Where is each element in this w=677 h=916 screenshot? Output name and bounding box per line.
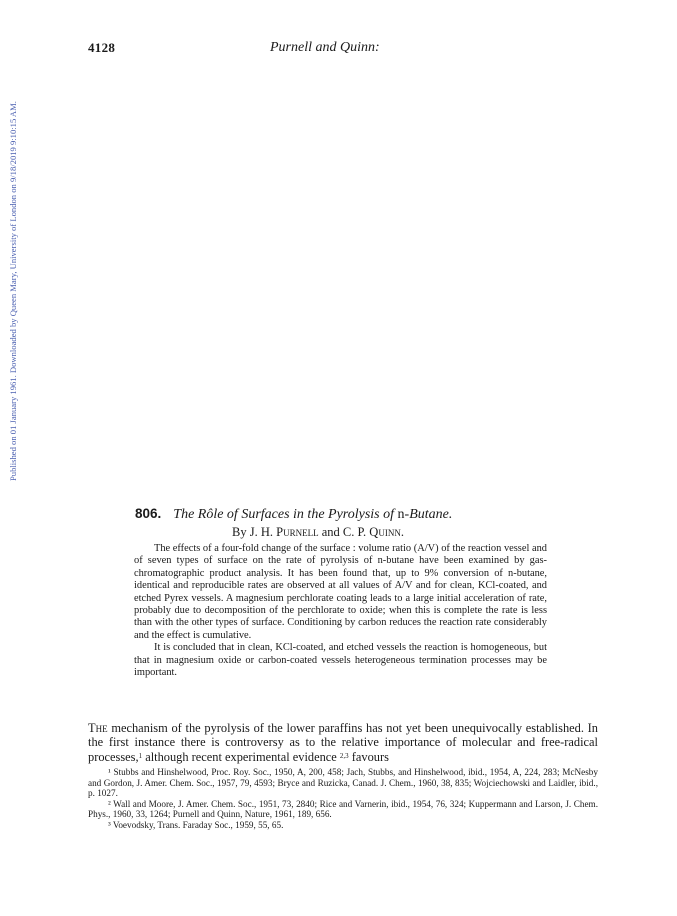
reference-marker-1: 1 [138, 751, 143, 760]
title-prefix: The Rôle of Surfaces in the Pyrolysis of [173, 507, 398, 522]
author1-surname: Purnell [276, 525, 319, 539]
footnote-2: ² Wall and Moore, J. Amer. Chem. Soc., 1951, 73, 2840; Rice and Varnerin, ibid., 1954, 76, 324; Kuppermann and Larson, J. Chem. Phys., 1960, 33, 1264; Purnell and Quinn, Nature, 1961, 189, 656. [88, 798, 598, 820]
title-suffix: Butane. [409, 507, 453, 522]
body-text [88, 721, 598, 764]
reference-marker-2: 2,3 [339, 751, 349, 760]
abstract-paragraph-1: The effects of a four-fold change of the surface : volume ratio (A/V) of the reaction vessel and of seven types of surface on the rate of pyrolysis of n-butane have been examined by gas-chromatographic product analysis. It has been found that, up to 9% conversion of n-butane, identical and reproducible rates are observed at all values of A/V and for clean, KCl-coated, and etched Pyrex vessels. A magnesium perchlorate coating leads to a large initial acceleration of rate, probably due to decomposition of the perchlorate to oxide; when this is complete the rate is less than with the other types of surface. Conditioning by carbon reduces the reaction rate considerably and the effect is cumulative. [134, 543, 547, 641]
article-number: 806. [135, 506, 162, 521]
page-number: 4128 [88, 40, 116, 55]
footnote-3: ³ Voevodsky, Trans. Faraday Soc., 1959, 55, 65. [108, 819, 284, 830]
by-label: By [232, 525, 247, 539]
author1-initials: J. H. [249, 525, 273, 539]
body-lead-word: The [88, 721, 108, 735]
author2-initials: C. P. [342, 525, 367, 539]
article-title [135, 506, 555, 523]
footnotes [88, 767, 598, 831]
running-head: Purnell and Quinn: [270, 40, 380, 55]
body-text-b: although recent experimental evidence [142, 749, 340, 764]
author2-surname: Quinn. [369, 525, 404, 539]
download-watermark: Published on 01 January 1961. Downloaded by Queen Mary, University of London on 9/18/2019 9:10:15 AM. [8, 101, 18, 481]
footnote-1: ¹ Stubbs and Hinshelwood, Proc. Roy. Soc., 1950, A, 200, 458; Jach, Stubbs, and Hinshelwood, ibid., 1954, A, 224, 283; McNesby and Gordon, J. Amer. Chem. Soc., 1957, 79, 4593; Bryce and Ruzicka, Canad. J. Chem., 1960, 38, 835; Wojciechowski and Laidler, ibid., p. 1027. [88, 767, 598, 799]
author-line [232, 525, 404, 540]
abstract [134, 543, 547, 679]
body-paragraph [88, 721, 598, 764]
and-label: and [321, 525, 340, 539]
title-n: n- [397, 507, 410, 522]
body-text-c: favours [348, 749, 389, 764]
abstract-paragraph-2: It is concluded that in clean, KCl-coated, and etched vessels the reaction is homogeneous, but that in magnesium oxide or carbon-coated vessels heterogeneous termination processes may be important. [134, 642, 547, 679]
body-text-a: mechanism of the pyrolysis of the lower paraffins has not yet been unequivocally established. In the first instance there is controversy as to the relative importance of molecular and free-radical processes, [88, 721, 598, 764]
